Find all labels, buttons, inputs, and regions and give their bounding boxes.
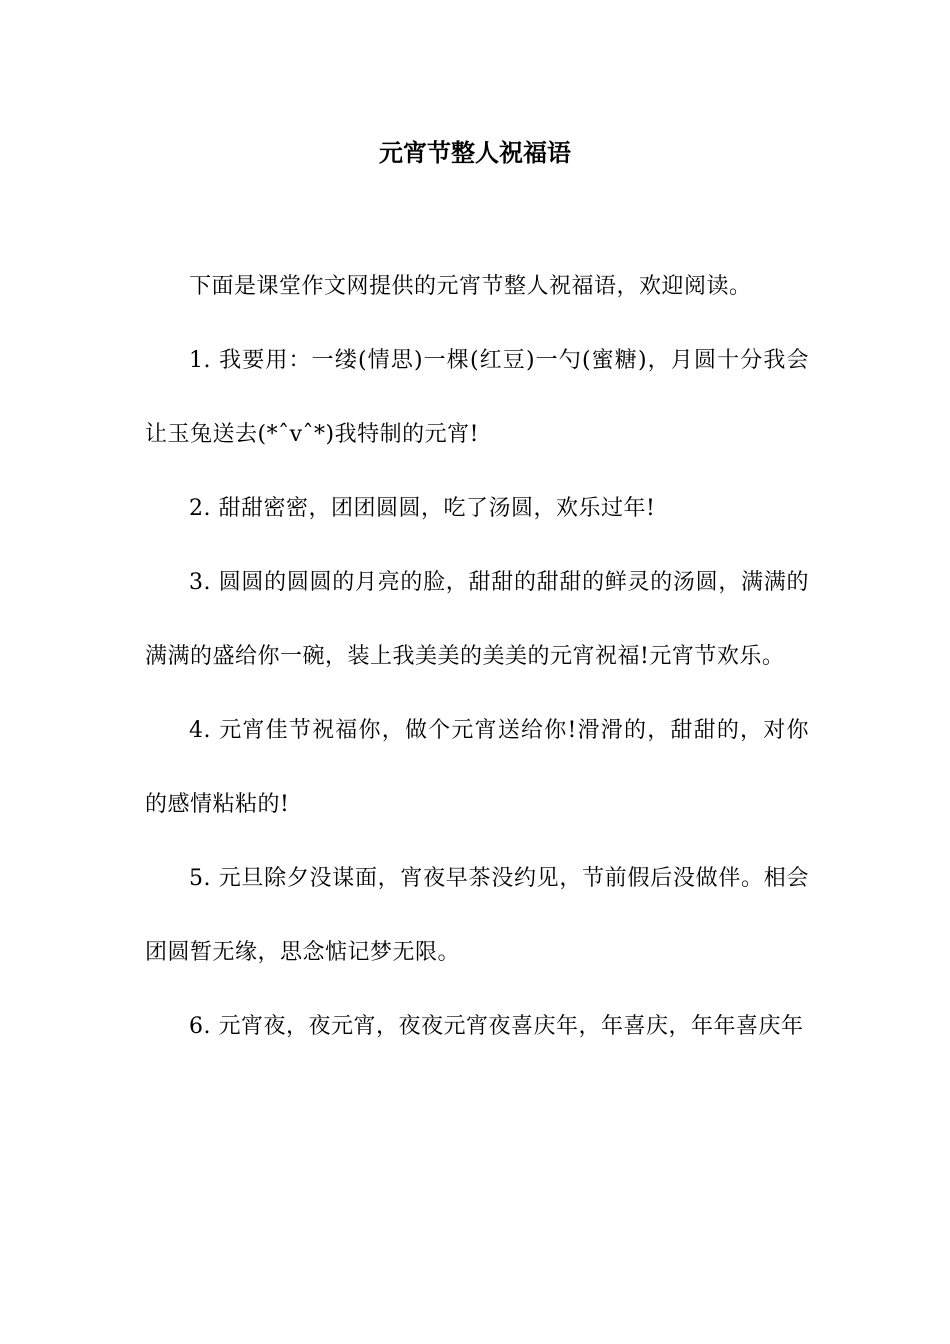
paragraph-item-2: 2. 甜甜密密，团团圆圆，吃了汤圆，欢乐过年! <box>189 496 656 521</box>
paragraph-intro: 下面是课堂作文网提供的元宵节整人祝福语，欢迎阅读。 <box>189 274 752 299</box>
document-body <box>145 250 809 1064</box>
paragraph-item-4: 4. 元宵佳节祝福你，做个元宵送给你!滑滑的，甜甜的，对你的感情粘粘的! <box>145 718 809 817</box>
page-title: 元宵节整人祝福语 <box>379 138 571 167</box>
paragraph-item-3: 3. 圆圆的圆圆的月亮的脸，甜甜的甜甜的鲜灵的汤圆，满满的满满的盛给你一碗，装上我美美的美美的元宵祝福!元宵节欢乐。 <box>145 570 809 669</box>
paragraph-item-6: 6. 元宵夜，夜元宵，夜夜元宵夜喜庆年，年喜庆，年年喜庆年 <box>189 1014 804 1039</box>
paragraph-item-1: 1. 我要用：一缕(情思)一棵(红豆)一勺(蜜糖)，月圆十分我会让玉兔送去(*ˆvˆ*)我特制的元宵! <box>145 348 809 447</box>
paragraph-item-5: 5. 元旦除夕没谋面，宵夜早茶没约见，节前假后没做伴。相会团圆暂无缘，思念惦记梦无限。 <box>145 866 809 965</box>
